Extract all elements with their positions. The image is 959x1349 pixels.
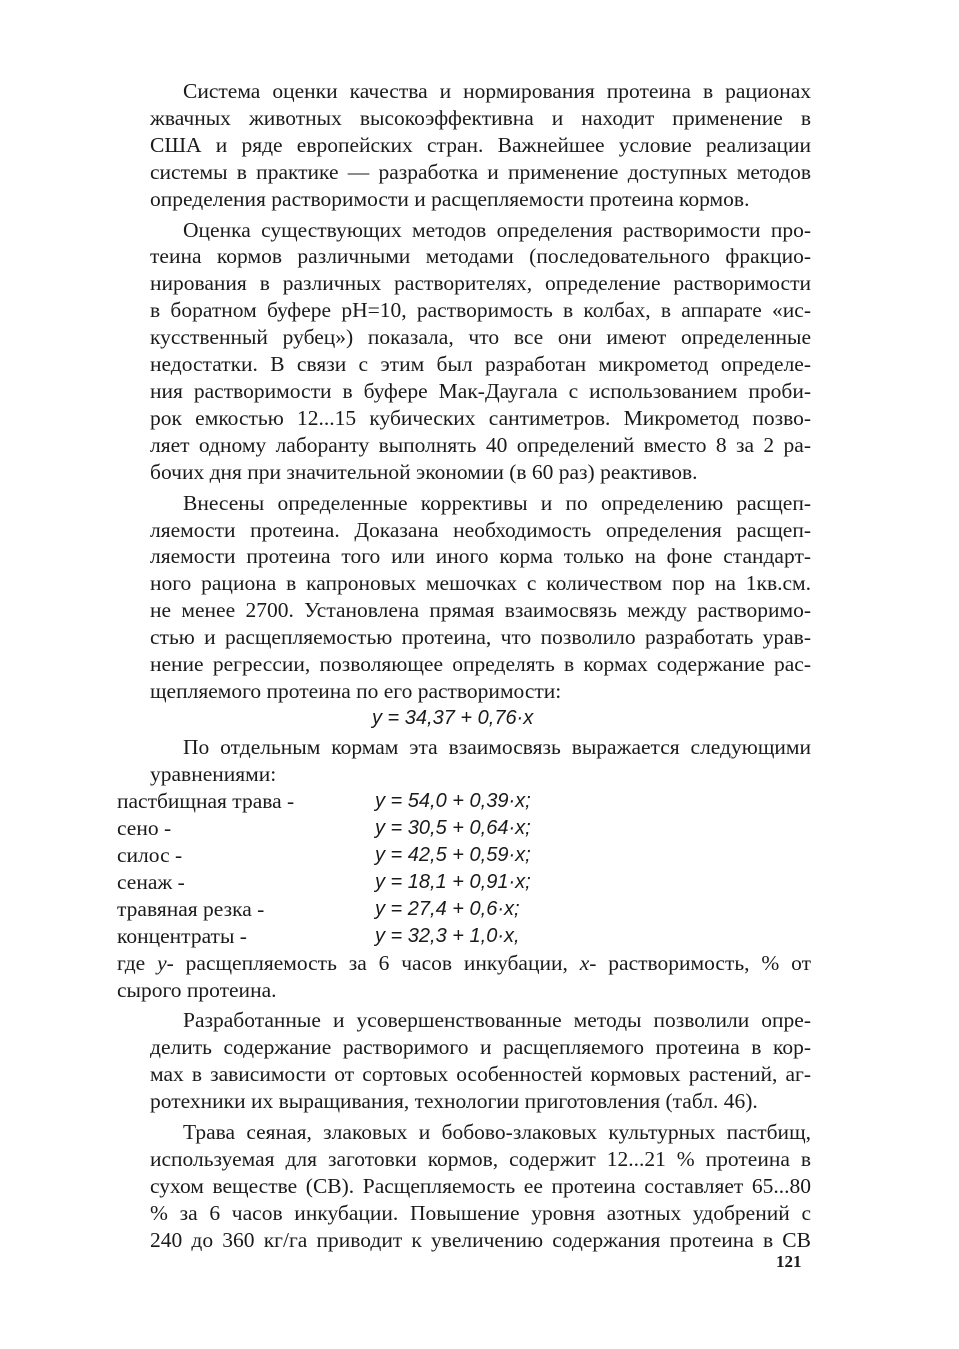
text-line: бочих дня при значительной экономии (в 60 раз) реактивов. [150,459,698,484]
equation-row [117,842,811,869]
text-line: уравнениями: [150,761,277,786]
main-regression-formula: y = 34,37 + 0,76·x [372,706,534,729]
text-line: в боратном буфере pH=10, растворимость в колбах, в аппарате «ис- [150,298,811,323]
variable-x: x [579,950,590,975]
text-line: ного рациона в капроновых мешочках с количеством пор на 1кв.см. [150,571,811,596]
text-line: ляемости протеина того или иного корма только на фоне стандарт- [150,544,811,569]
feed-name: травяная резка - [117,896,265,921]
text-line: щепляемого протеина по его растворимости: [150,678,562,703]
text-line: рок емкостью 12...15 кубических сантиметров. Микрометод позво- [150,405,811,430]
text-line: сырого протеина. [117,977,277,1002]
text-line: Трава сеяная, злаковых и бобово-злаковых культурных пастбищ, [183,1120,811,1145]
text-line: Разработанные и усовершенствованные методы позволили опре- [183,1008,811,1033]
equation-row [117,896,811,923]
equation-row [117,923,811,950]
text-line: стью и расщепляемостью протеина, что позволило разработать урав- [150,625,811,650]
paragraph-2 [117,217,811,486]
text-line: нирования в различных растворителях, определение растворимости [150,271,811,296]
paragraph-4 [117,734,811,788]
equation-row [117,815,811,842]
feed-name: силос - [117,842,183,867]
paragraph-6 [117,1007,811,1115]
text-line: ляемости протеина. Доказана необходимость определения расщеп- [150,517,811,542]
text-line: ния растворимости в буфере Мак-Даугала с использованием проби- [150,378,811,403]
feed-formula: y = 42,5 + 0,59·x; [375,843,531,866]
text-line: нение регрессии, позволяющее определять в кормах содержание рас- [150,652,811,677]
word: - растворимость, % от [589,950,812,975]
word: где [117,950,146,975]
text-line: системы в практике — разработка и применение доступных методов [150,159,811,184]
paragraph-5 [117,950,811,1004]
text-line: По отдельным кормам эта взаимосвязь выражается следующими [183,734,811,759]
variable-y: y [157,950,167,975]
text-line: теина кормов различными методами (последовательного фракцио- [150,244,811,269]
page-number: 121 [776,1252,802,1271]
page-body [117,78,811,1258]
feed-formula: y = 30,5 + 0,64·x; [375,816,531,839]
text-line: кусственный рубец») показала, что все они имеют определенные [150,325,811,350]
feed-formula: y = 18,1 + 0,91·x; [375,870,531,893]
word: - расщепляемость за 6 часов инкубации, [166,950,568,975]
feed-name: концентраты - [117,923,247,948]
equation-list [117,788,811,950]
paragraph-7 [117,1119,811,1254]
text-line: Оценка существующих методов определения растворимости про- [183,217,811,242]
text-line: % за 6 часов инкубации. Повышение уровня азотных удобрений с [150,1200,811,1225]
text-line [117,950,811,977]
feed-formula: y = 27,4 + 0,6·x; [375,897,520,920]
feed-name: сенаж - [117,869,185,894]
text-line: 240 до 360 кг/га приводит к увеличению содержания протеина в СВ [150,1227,811,1252]
text-line: используемая для заготовки кормов, содержит 12...21 % протеина в [150,1147,811,1171]
text-line: делить содержание растворимого и расщепляемого протеина в кор- [150,1035,811,1060]
equation-row [117,788,811,815]
text-line: Система оценки качества и нормирования протеина в рационах [183,79,811,103]
text-line: определения растворимости и расщепляемости протеина кормов. [150,186,750,211]
text-line: США и ряде европейских стран. Важнейшее условие реализации [150,132,811,157]
paragraph-3 [117,490,811,705]
feed-formula: y = 54,0 + 0,39·x; [375,789,531,812]
text-line: сухом веществе (СВ). Расщепляемость ее протеина составляет 65...80 [150,1173,811,1198]
feed-name: пастбищная трава - [117,788,295,813]
text-line: ротехники их выращивания, технологии приготовления (табл. 46). [150,1089,758,1114]
paragraph-1 [117,78,811,213]
text-line: не менее 2700. Установлена прямая взаимосвязь между растворимо- [150,598,811,623]
text-line: Внесены определенные коррективы и по определению расщеп- [183,490,811,515]
text-line: ляет одному лаборанту выполнять 40 определений вместо 8 за 2 ра- [150,432,811,457]
text-line: мах в зависимости от сортовых особенностей кормовых растений, аг- [150,1062,811,1087]
text-line: жвачных животных высокоэффективна и находит применение в [150,105,811,130]
equation-row [117,869,811,896]
feed-name: сено - [117,815,172,840]
feed-formula: y = 32,3 + 1,0·x, [375,924,520,947]
text-line: недостатки. В связи с этим был разработан микрометод определе- [150,352,811,377]
